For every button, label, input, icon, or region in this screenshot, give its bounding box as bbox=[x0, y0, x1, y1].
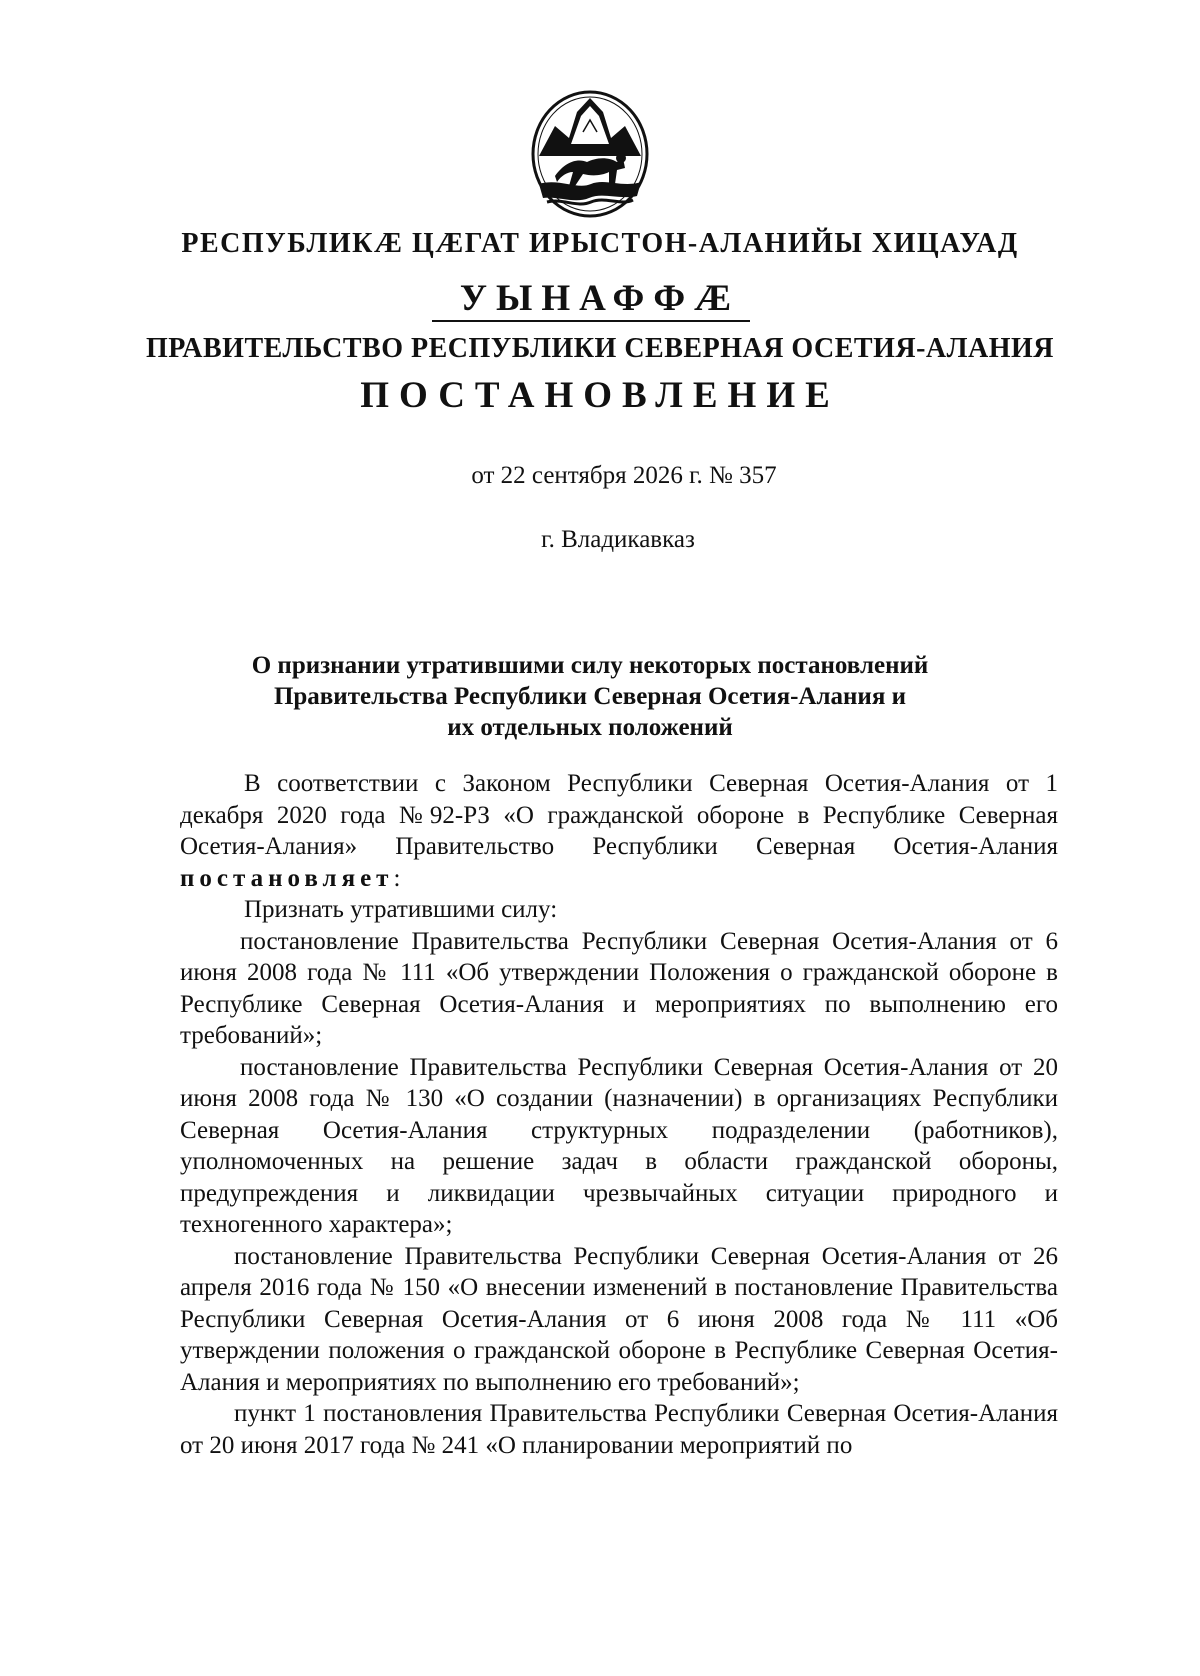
preamble-text: В соответствии с Законом Республики Северная Осетия-Алания от 1 декабря 2020 года №92-РЗ «О гражданской обороне в Республике Северная Осетия-Алания» Правительство Республики Северная Осетия-Алания bbox=[180, 770, 1058, 860]
repealed-item: постановление Правительства Республики Северная Осетия-Алания от 20 июня 2008 года № 130 «О создании (назначении) в организациях Республики Северная Осетия-Алания структурных подразделении (работников), уполномоченных на решение задач в области гражданской обороны, предупреждения и ликвидации чрезвычайных ситуации природного и техногенного характера»; bbox=[180, 1053, 1058, 1238]
lead-paragraph: Признать утратившими силу: bbox=[244, 896, 558, 923]
subject-line: их отдельных положений bbox=[447, 714, 733, 741]
document-subject bbox=[160, 650, 1020, 743]
russian-government-name: ПРАВИТЕЛЬСТВО РЕСПУБЛИКИ СЕВЕРНАЯ ОСЕТИЯ-АЛАНИЯ bbox=[145, 333, 1055, 364]
ossetian-government-name: РЕСПУБЛИКӔ ЦӔГАТ ИРЫСТОН-АЛАНИЙЫ ХИЦАУАД bbox=[181, 228, 1019, 259]
russian-document-title: ПОСТАНОВЛЕНИЕ bbox=[360, 375, 840, 416]
document-date-number: от 22 сентября 2026 г. № 357 bbox=[471, 462, 777, 489]
decree-colon: : bbox=[393, 864, 401, 892]
preamble-paragraph bbox=[180, 768, 1058, 894]
document-city: г. Владикавказ bbox=[541, 526, 695, 553]
subject-line: О признании утратившими силу некоторых постановлений bbox=[251, 652, 929, 679]
ossetian-document-title: УЫНАФФӔ bbox=[459, 278, 741, 319]
subject-line: Правительства Республики Северная Осетия-Алания и bbox=[273, 683, 907, 710]
coat-of-arms-emblem bbox=[525, 84, 655, 224]
repealed-item: пункт 1 постановления Правительства Республики Северная Осетия-Алания от 20 июня 2017 года № 241 «О планировании мероприятий по bbox=[180, 1400, 1058, 1459]
repealed-item: постановление Правительства Республики Северная Осетия-Алания от 6 июня 2008 года № 111 «Об утверждении Положения о гражданской обороне в Республике Северная Осетия-Алания и мероприятиях по выполнению его требований»; bbox=[180, 927, 1058, 1049]
decree-word: постановляет bbox=[180, 864, 394, 892]
title-divider bbox=[432, 320, 750, 322]
repealed-item: постановление Правительства Республики Северная Осетия-Алания от 26 апреля 2016 года № 150 «О внесении изменений в постановление Правительства Республики Северная Осетия-Алания от 6 июня 2008 года № 111 «Об утверждении положения о гражданской обороне в Республике Северная Осетия-Алания и мероприятиях по выполнению его требований»; bbox=[180, 1242, 1058, 1396]
document-body bbox=[180, 768, 1058, 1461]
